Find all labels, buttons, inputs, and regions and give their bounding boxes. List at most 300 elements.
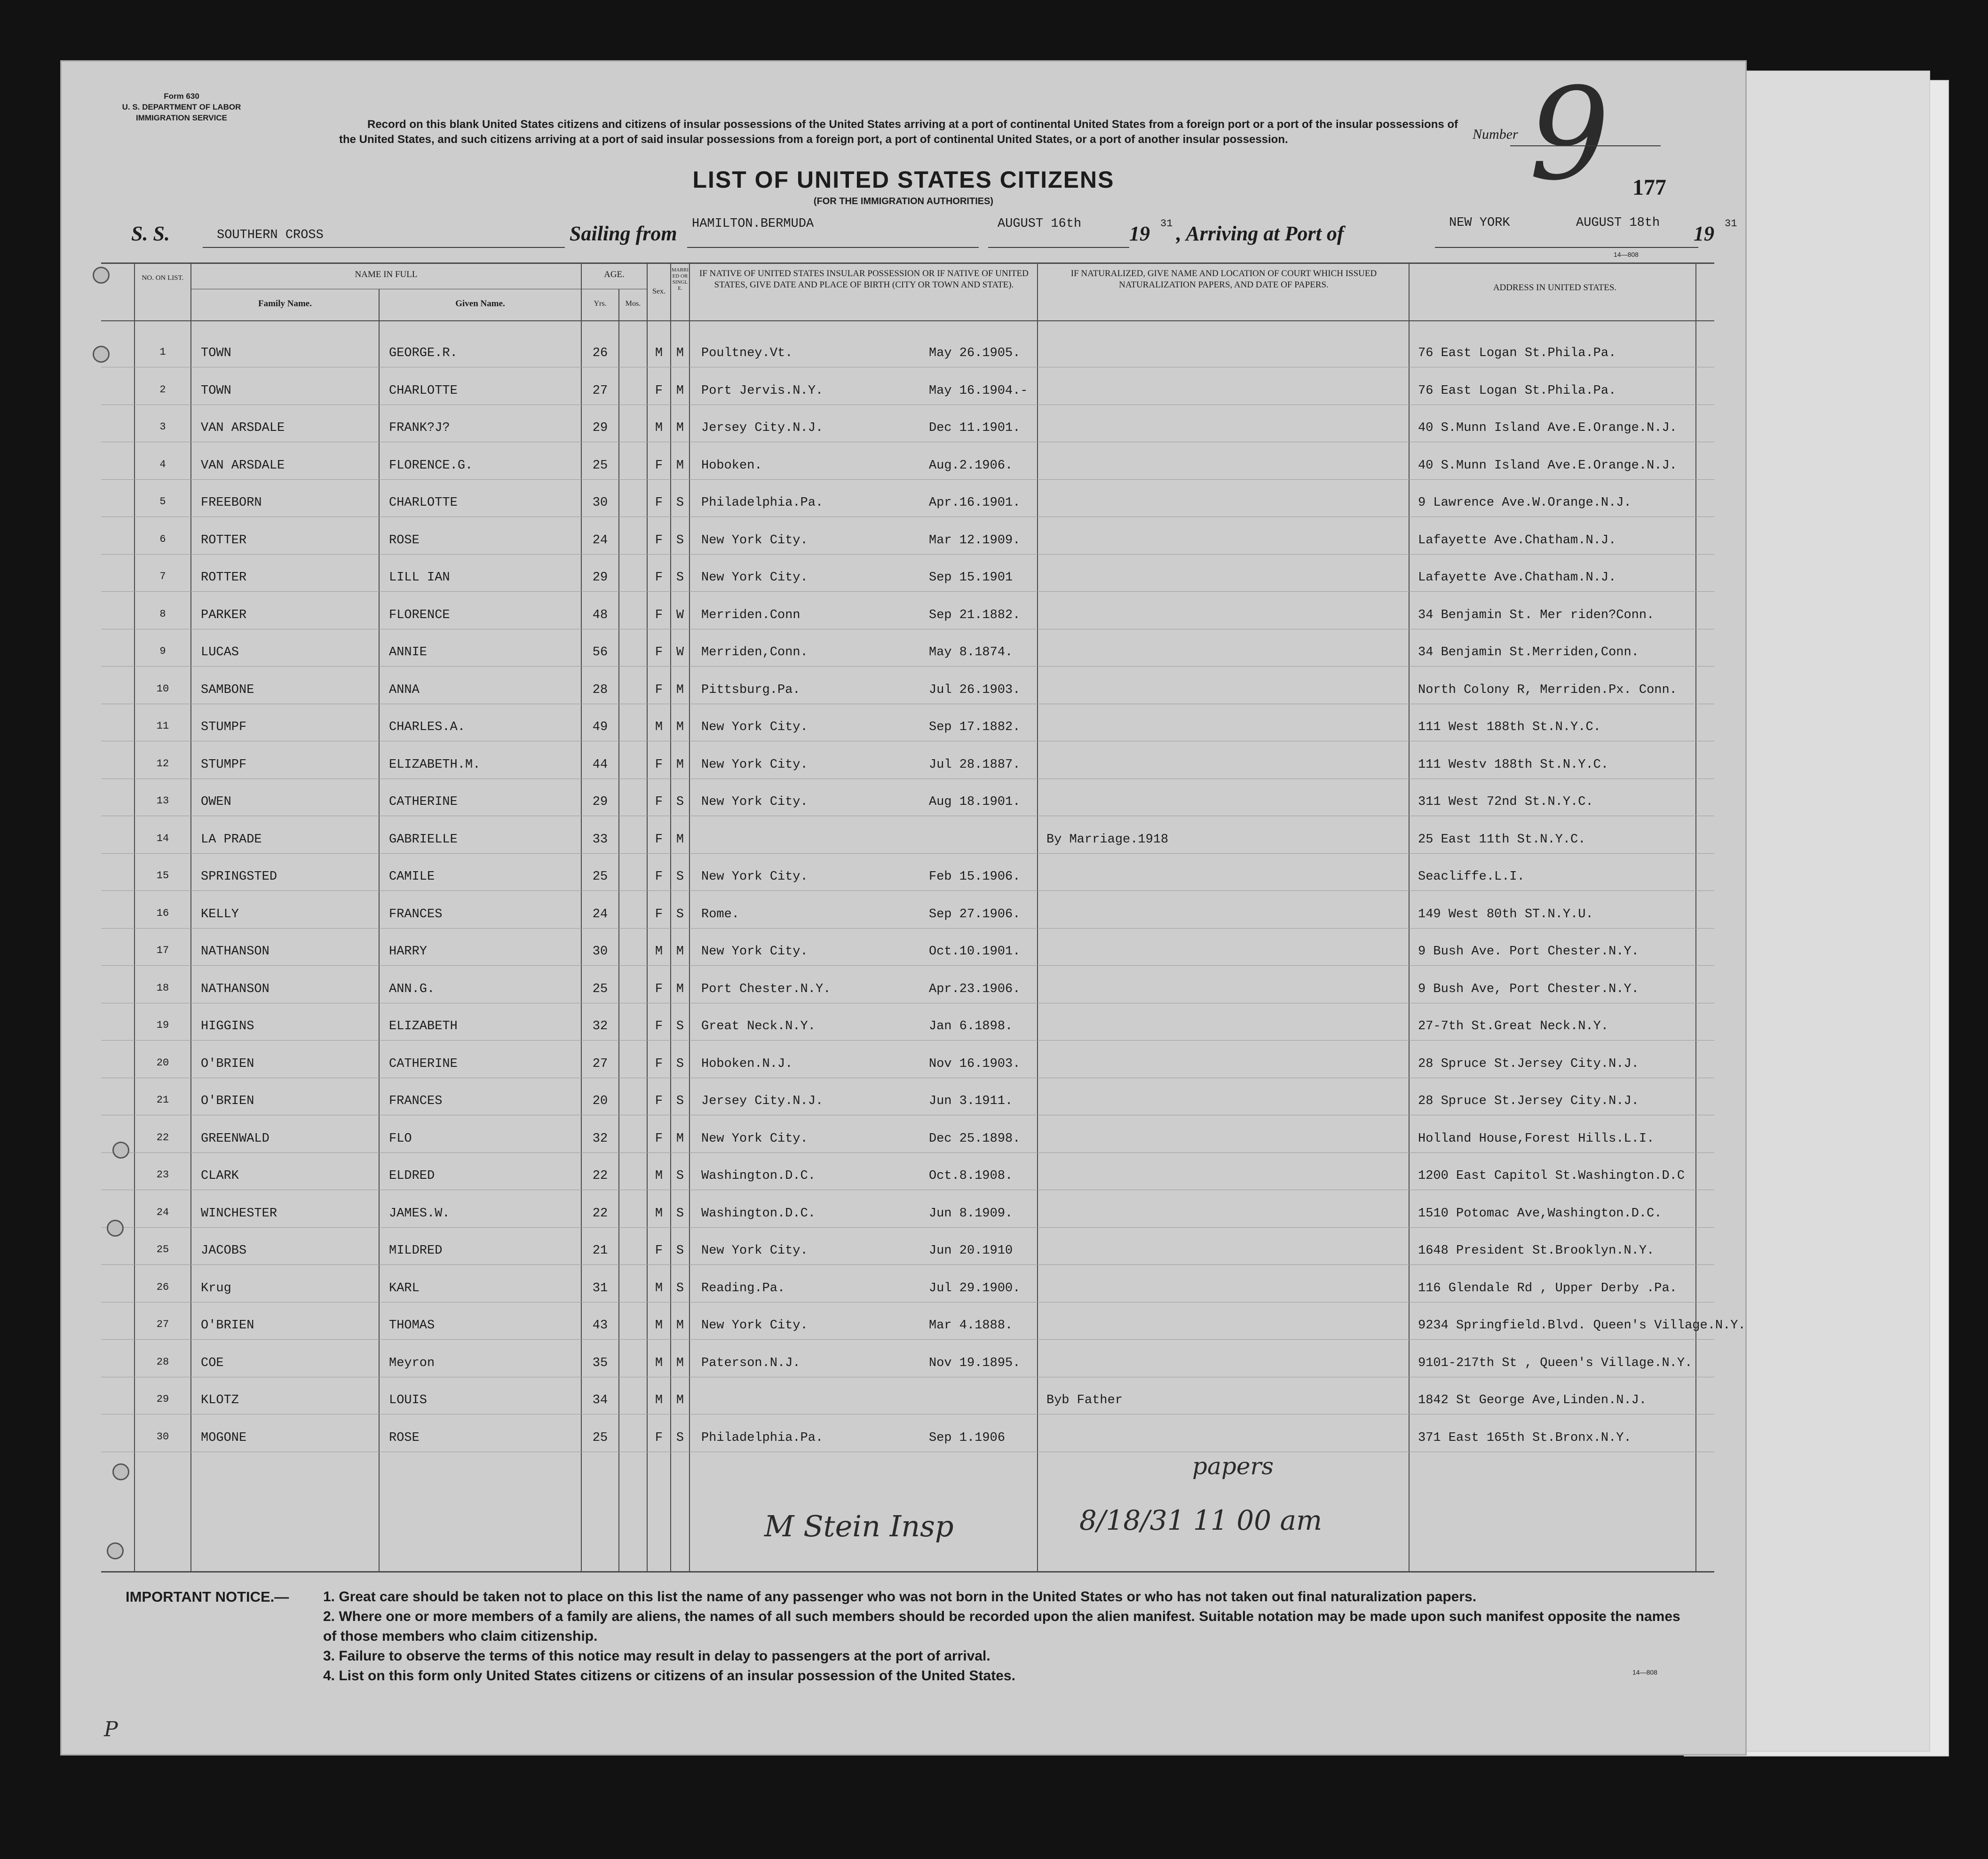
form-identification bbox=[104, 91, 259, 123]
given-name: FLO bbox=[389, 1131, 412, 1146]
marital-status: S bbox=[676, 1094, 684, 1108]
marital-status: M bbox=[676, 383, 684, 398]
column-header-birth: IF NATIVE OF UNITED STATES INSULAR POSSESSION OR IF NATIVE OF UNITED STATES, GIVE DATE AND PLACE OF BIRTH (CITY OR TOWN AND STATE). bbox=[699, 269, 1029, 290]
marital-status: M bbox=[676, 1319, 684, 1333]
form-instructions: Record on this blank United States citizens and citizens of insular possessions of the United States arriving at a port of continental United States from a foreign port or a port of the insular possessions of the United States, and such citizens arriving at a port of said insular possessions from a foreign port, a port of continental United States, or a port of another insular possession. bbox=[339, 118, 1458, 146]
row-number: 30 bbox=[156, 1430, 169, 1443]
birth-date: Sep 17.1882. bbox=[929, 720, 1021, 734]
given-name: CHARLOTTE bbox=[389, 383, 458, 398]
address: 25 East 11th St.N.Y.C. bbox=[1418, 832, 1586, 847]
age-years: 30 bbox=[592, 496, 608, 510]
sex: F bbox=[655, 645, 663, 659]
address: 1510 Potomac Ave,Washington.D.C. bbox=[1418, 1206, 1662, 1221]
column-header-name: NAME IN FULL bbox=[355, 270, 418, 279]
address: 1648 President St.Brooklyn.N.Y. bbox=[1418, 1244, 1655, 1258]
given-name: CATHERINE bbox=[389, 795, 458, 809]
row-number: 15 bbox=[156, 870, 169, 882]
row-number: 10 bbox=[156, 683, 169, 695]
birth-date: Jan 6.1898. bbox=[929, 1019, 1013, 1033]
age-years: 33 bbox=[592, 832, 608, 847]
marital-status: M bbox=[676, 1131, 684, 1146]
sex: F bbox=[655, 1244, 663, 1258]
age-years: 48 bbox=[592, 608, 608, 622]
family-name: HIGGINS bbox=[201, 1019, 254, 1033]
age-years: 22 bbox=[592, 1169, 608, 1183]
address: Seacliffe.L.I. bbox=[1418, 870, 1525, 884]
row-number: 9 bbox=[159, 645, 166, 657]
marital-status: M bbox=[676, 945, 684, 959]
family-name: STUMPF bbox=[201, 720, 247, 734]
form-number: Form 630 bbox=[164, 92, 199, 101]
birth-place: Merriden,Conn. bbox=[701, 645, 808, 659]
age-years: 25 bbox=[592, 458, 608, 473]
given-name: Meyron bbox=[389, 1356, 435, 1370]
binder-hole bbox=[112, 1142, 129, 1159]
address: 34 Benjamin St.Merriden,Conn. bbox=[1418, 645, 1639, 659]
age-years: 29 bbox=[592, 571, 608, 585]
birth-place: Reading.Pa. bbox=[701, 1281, 785, 1295]
row-rule bbox=[101, 1302, 1714, 1303]
family-name: SAMBONE bbox=[201, 683, 254, 697]
column-header-naturalized: IF NATURALIZED, GIVE NAME AND LOCATION OF COURT WHICH ISSUED NATURALIZATION PAPERS, AND DATE OF PAPERS. bbox=[1070, 269, 1377, 290]
birth-date: Feb 15.1906. bbox=[929, 870, 1021, 884]
age-years: 20 bbox=[592, 1094, 608, 1108]
row-number: 20 bbox=[156, 1057, 169, 1069]
column-header-address: ADDRESS IN UNITED STATES. bbox=[1493, 283, 1617, 293]
birth-place: Hoboken. bbox=[701, 458, 762, 473]
family-name: GREENWALD bbox=[201, 1131, 269, 1146]
page-number: 177 bbox=[1632, 175, 1666, 200]
family-name: VAN ARSDALE bbox=[201, 421, 285, 435]
sailing-label: Sailing from bbox=[570, 222, 677, 245]
arrival-port: NEW YORK bbox=[1449, 216, 1510, 230]
age-years: 27 bbox=[592, 383, 608, 398]
birth-place: New York City. bbox=[701, 720, 808, 734]
given-name: CATHERINE bbox=[389, 1057, 458, 1071]
birth-date: Sep 15.1901 bbox=[929, 571, 1013, 585]
notice-item: 3. Failure to observe the terms of this notice may result in delay to passengers at the port of arrival. bbox=[323, 1648, 990, 1664]
birth-date: Apr.16.1901. bbox=[929, 496, 1021, 510]
column-header-married: MARRIED OR SINGLE. bbox=[671, 267, 689, 291]
age-years: 32 bbox=[592, 1131, 608, 1146]
given-name: HARRY bbox=[389, 945, 428, 959]
column-header-sex: Sex. bbox=[652, 287, 665, 295]
sailing-date: AUGUST 16th bbox=[998, 217, 1082, 231]
birth-place: Port Chester.N.Y. bbox=[701, 982, 831, 996]
birth-place: Philadelphia.Pa. bbox=[701, 496, 824, 510]
row-number: 3 bbox=[159, 421, 166, 433]
sex: M bbox=[655, 346, 663, 360]
age-years: 28 bbox=[592, 683, 608, 697]
birth-date: Aug 18.1901. bbox=[929, 795, 1021, 809]
family-name: OWEN bbox=[201, 795, 231, 809]
sex: F bbox=[655, 832, 663, 847]
number-label: Number bbox=[1473, 127, 1518, 142]
address: 40 S.Munn Island Ave.E.Orange.N.J. bbox=[1418, 421, 1677, 435]
marital-status: S bbox=[676, 1244, 684, 1258]
birth-place: Merriden.Conn bbox=[701, 608, 800, 622]
ship-name: SOUTHERN CROSS bbox=[217, 228, 324, 242]
address: 116 Glendale Rd , Upper Derby .Pa. bbox=[1418, 1281, 1677, 1295]
birth-place: New York City. bbox=[701, 533, 808, 548]
birth-date: Jul 29.1900. bbox=[929, 1281, 1021, 1295]
sex: F bbox=[655, 907, 663, 922]
given-name: KARL bbox=[389, 1281, 420, 1295]
birth-place: Jersey City.N.J. bbox=[701, 1094, 824, 1108]
address: 149 West 80th ST.N.Y.U. bbox=[1418, 907, 1593, 922]
given-name: FRANCES bbox=[389, 1094, 443, 1108]
address: 9 Lawrence Ave.W.Orange.N.J. bbox=[1418, 496, 1632, 510]
birth-date: Sep 1.1906 bbox=[929, 1430, 1006, 1445]
address: 76 East Logan St.Phila.Pa. bbox=[1418, 383, 1616, 398]
birth-place: Washington.D.C. bbox=[701, 1169, 816, 1183]
age-years: 26 bbox=[592, 346, 608, 360]
row-number: 5 bbox=[159, 496, 166, 508]
given-name: FRANK?J? bbox=[389, 421, 450, 435]
birth-place: Rome. bbox=[701, 907, 740, 922]
birth-date: Jul 28.1887. bbox=[929, 757, 1021, 772]
family-name: JACOBS bbox=[201, 1244, 247, 1258]
given-name: CHARLOTTE bbox=[389, 496, 458, 510]
age-years: 43 bbox=[592, 1319, 608, 1333]
family-name: Krug bbox=[201, 1281, 231, 1295]
sex: M bbox=[655, 1281, 663, 1295]
family-name: COE bbox=[201, 1356, 224, 1370]
age-years: 32 bbox=[592, 1019, 608, 1033]
birth-place: Jersey City.N.J. bbox=[701, 421, 824, 435]
marital-status: S bbox=[676, 1281, 684, 1295]
papers-note: papers bbox=[1192, 1453, 1274, 1480]
address: 1200 East Capitol St.Washington.D.C bbox=[1418, 1169, 1685, 1183]
row-number: 13 bbox=[156, 795, 169, 807]
given-name: LILL IAN bbox=[389, 571, 450, 585]
family-name: WINCHESTER bbox=[201, 1206, 277, 1221]
address: 9 Bush Ave, Port Chester.N.Y. bbox=[1418, 982, 1639, 996]
address: 9234 Springfield.Blvd. Queen's Village.N.Y. bbox=[1418, 1319, 1746, 1333]
row-number: 23 bbox=[156, 1169, 169, 1181]
row-number: 7 bbox=[159, 571, 166, 582]
address: 40 S.Munn Island Ave.E.Orange.N.J. bbox=[1418, 458, 1677, 473]
given-name: ELDRED bbox=[389, 1169, 435, 1183]
notice-label: IMPORTANT NOTICE.— bbox=[126, 1589, 289, 1605]
age-years: 25 bbox=[592, 870, 608, 884]
birth-place: Port Jervis.N.Y. bbox=[701, 383, 824, 398]
family-name: TOWN bbox=[201, 383, 231, 398]
family-name: SPRINGSTED bbox=[201, 870, 277, 884]
given-name: GABRIELLE bbox=[389, 832, 458, 847]
marital-status: S bbox=[676, 571, 684, 585]
address: 111 West 188th St.N.Y.C. bbox=[1418, 720, 1601, 734]
passenger-table bbox=[101, 262, 1746, 1573]
row-number: 6 bbox=[159, 533, 166, 545]
birth-place: New York City. bbox=[701, 795, 808, 809]
row-number: 29 bbox=[156, 1393, 169, 1405]
birth-place: New York City. bbox=[701, 1319, 808, 1333]
marital-status: M bbox=[676, 458, 684, 473]
birth-place: Philadelphia.Pa. bbox=[701, 1430, 824, 1445]
birth-date: May 26.1905. bbox=[929, 346, 1021, 360]
birth-place: Paterson.N.J. bbox=[701, 1356, 800, 1370]
row-number: 27 bbox=[156, 1319, 169, 1330]
marital-status: S bbox=[676, 1019, 684, 1033]
row-rule bbox=[101, 1152, 1714, 1153]
sex: M bbox=[655, 1169, 663, 1183]
sailing-from: HAMILTON.BERMUDA bbox=[692, 217, 814, 231]
birth-date: Aug.2.1906. bbox=[929, 458, 1013, 473]
birth-place: New York City. bbox=[701, 945, 808, 959]
given-name: MILDRED bbox=[389, 1244, 443, 1258]
sex: F bbox=[655, 1430, 663, 1445]
age-years: 25 bbox=[592, 982, 608, 996]
marital-status: M bbox=[676, 1356, 684, 1370]
birth-date: Nov 16.1903. bbox=[929, 1057, 1021, 1071]
family-name: KLOTZ bbox=[201, 1393, 239, 1407]
address: 76 East Logan St.Phila.Pa. bbox=[1418, 346, 1616, 360]
birth-date: Dec 11.1901. bbox=[929, 421, 1021, 435]
birth-date: May 16.1904.- bbox=[929, 383, 1028, 398]
row-number: 16 bbox=[156, 907, 169, 919]
naturalization-info: Byb Father bbox=[1046, 1393, 1123, 1407]
age-years: 34 bbox=[592, 1393, 608, 1407]
arrival-year: 31 bbox=[1725, 218, 1737, 230]
birth-place: Washington.D.C. bbox=[701, 1206, 816, 1221]
marital-status: M bbox=[676, 1393, 684, 1407]
sex: M bbox=[655, 1319, 663, 1333]
sex: M bbox=[655, 720, 663, 734]
row-rule bbox=[101, 516, 1714, 517]
birth-place: Hoboken.N.J. bbox=[701, 1057, 793, 1071]
given-name: ROSE bbox=[389, 533, 420, 548]
row-number: 2 bbox=[159, 383, 166, 396]
age-years: 56 bbox=[592, 645, 608, 659]
print-code: 14—808 bbox=[1614, 251, 1639, 258]
row-rule bbox=[101, 928, 1714, 929]
family-name: NATHANSON bbox=[201, 982, 269, 996]
family-name: KELLY bbox=[201, 907, 239, 922]
row-number: 22 bbox=[156, 1131, 169, 1144]
age-years: 22 bbox=[592, 1206, 608, 1221]
marital-status: M bbox=[676, 832, 684, 847]
sex: F bbox=[655, 1094, 663, 1108]
given-name: FLORENCE.G. bbox=[389, 458, 473, 473]
column-header-no: NO. ON LIST. bbox=[142, 274, 184, 282]
row-rule bbox=[101, 591, 1714, 592]
birth-date: Sep 27.1906. bbox=[929, 907, 1021, 922]
marital-status: S bbox=[676, 1169, 684, 1183]
page-subtitle: (FOR THE IMMIGRATION AUTHORITIES) bbox=[813, 196, 994, 207]
notice-item: 4. List on this form only United States citizens or citizens of an insular possession of the United States. bbox=[323, 1668, 1015, 1684]
binder-hole bbox=[93, 267, 110, 284]
birth-date: Jun 8.1909. bbox=[929, 1206, 1013, 1221]
marital-status: S bbox=[676, 795, 684, 809]
family-name: ROTTER bbox=[201, 571, 247, 585]
sex: F bbox=[655, 795, 663, 809]
marital-status: M bbox=[676, 683, 684, 697]
address: 111 Westv 188th St.N.Y.C. bbox=[1418, 757, 1609, 772]
given-name: ANN.G. bbox=[389, 982, 435, 996]
row-number: 17 bbox=[156, 945, 169, 956]
age-years: 27 bbox=[592, 1057, 608, 1071]
family-name: PARKER bbox=[201, 608, 247, 622]
age-years: 31 bbox=[592, 1281, 608, 1295]
sex: M bbox=[655, 1393, 663, 1407]
birth-date: Nov 19.1895. bbox=[929, 1356, 1021, 1370]
given-name: ROSE bbox=[389, 1430, 420, 1445]
marital-status: M bbox=[676, 346, 684, 360]
marital-status: M bbox=[676, 421, 684, 435]
binder-hole bbox=[107, 1220, 124, 1237]
sex: M bbox=[655, 421, 663, 435]
family-name: LUCAS bbox=[201, 645, 239, 659]
sex: M bbox=[655, 1356, 663, 1370]
marital-status: W bbox=[676, 645, 684, 659]
row-rule bbox=[101, 1040, 1714, 1041]
sex: F bbox=[655, 496, 663, 510]
address: 371 East 165th St.Bronx.N.Y. bbox=[1418, 1430, 1632, 1445]
birth-place: Great Neck.N.Y. bbox=[701, 1019, 816, 1033]
family-name: VAN ARSDALE bbox=[201, 458, 285, 473]
given-name: GEORGE.R. bbox=[389, 346, 458, 360]
marital-status: M bbox=[676, 982, 684, 996]
sex: F bbox=[655, 458, 663, 473]
birth-date: Dec 25.1898. bbox=[929, 1131, 1021, 1146]
given-name: ANNIE bbox=[389, 645, 428, 659]
sex: F bbox=[655, 571, 663, 585]
arrival-date: AUGUST 18th bbox=[1576, 216, 1660, 230]
given-name: JAMES.W. bbox=[389, 1206, 450, 1221]
marital-status: M bbox=[676, 720, 684, 734]
family-name: MOGONE bbox=[201, 1430, 247, 1445]
column-header-given-name: Given Name. bbox=[455, 299, 505, 309]
age-years: 24 bbox=[592, 907, 608, 922]
age-years: 30 bbox=[592, 945, 608, 959]
birth-date: Jul 26.1903. bbox=[929, 683, 1021, 697]
birth-date: Oct.10.1901. bbox=[929, 945, 1021, 959]
address: 9101-217th St , Queen's Village.N.Y. bbox=[1418, 1356, 1693, 1370]
row-number: 21 bbox=[156, 1094, 169, 1106]
arrival-year-prefix: 19 bbox=[1694, 222, 1714, 245]
sex: F bbox=[655, 757, 663, 772]
sailing-year: 31 bbox=[1160, 218, 1173, 230]
sex: F bbox=[655, 870, 663, 884]
row-number: 26 bbox=[156, 1281, 169, 1293]
sex: M bbox=[655, 1206, 663, 1221]
naturalization-info: By Marriage.1918 bbox=[1046, 832, 1169, 847]
age-years: 29 bbox=[592, 421, 608, 435]
sex: F bbox=[655, 982, 663, 996]
given-name: FRANCES bbox=[389, 907, 443, 922]
marital-status: M bbox=[676, 757, 684, 772]
birth-date: Jun 20.1910 bbox=[929, 1244, 1013, 1258]
family-name: ROTTER bbox=[201, 533, 247, 548]
binder-hole bbox=[112, 1463, 129, 1480]
column-header-months: Mos. bbox=[625, 300, 641, 308]
row-number: 14 bbox=[156, 832, 169, 844]
birth-date: Jun 3.1911. bbox=[929, 1094, 1013, 1108]
row-number: 11 bbox=[156, 720, 169, 732]
family-name: CLARK bbox=[201, 1169, 239, 1183]
row-rule bbox=[101, 554, 1714, 555]
address: North Colony R, Merriden.Px. Conn. bbox=[1418, 683, 1677, 697]
row-number: 1 bbox=[159, 346, 166, 358]
inspection-date-stamp: 8/18/31 11 00 am bbox=[1079, 1504, 1323, 1536]
notice-item: 1. Great care should be taken not to place on this list the name of any passenger who was not born in the United States or who has not taken out final naturalization papers. bbox=[323, 1589, 1477, 1605]
row-rule bbox=[101, 1264, 1714, 1265]
row-number: 8 bbox=[159, 608, 166, 620]
row-rule bbox=[101, 479, 1714, 480]
sailing-year-prefix: 19 bbox=[1129, 222, 1150, 245]
department-name: U. S. DEPARTMENT OF LABOR bbox=[122, 103, 241, 111]
birth-place: New York City. bbox=[701, 1131, 808, 1146]
age-years: 24 bbox=[592, 533, 608, 548]
row-number: 25 bbox=[156, 1244, 169, 1255]
row-rule bbox=[101, 1227, 1714, 1228]
row-number: 19 bbox=[156, 1019, 169, 1031]
row-rule bbox=[101, 1339, 1714, 1340]
marital-status: S bbox=[676, 1057, 684, 1071]
marital-status: S bbox=[676, 1206, 684, 1221]
age-years: 35 bbox=[592, 1356, 608, 1370]
manifest-sheet bbox=[60, 60, 1747, 1756]
notice-item: 2. Where one or more members of a family are aliens, the names of all such members should be recorded upon the alien manifest. Suitable notation may be made upon such manifest opposite the names of those members who claim citizenship. bbox=[323, 1609, 1680, 1644]
address: 1842 St George Ave,Linden.N.J. bbox=[1418, 1393, 1647, 1407]
family-name: FREEBORN bbox=[201, 496, 262, 510]
sex: F bbox=[655, 1057, 663, 1071]
age-years: 21 bbox=[592, 1244, 608, 1258]
notice-code: 14—808 bbox=[1632, 1668, 1657, 1676]
marital-status: S bbox=[676, 496, 684, 510]
sex: F bbox=[655, 683, 663, 697]
age-years: 44 bbox=[592, 757, 608, 772]
row-number: 12 bbox=[156, 757, 169, 770]
inspector-signature: M Stein Insp bbox=[764, 1509, 954, 1543]
age-years: 29 bbox=[592, 795, 608, 809]
given-name: THOMAS bbox=[389, 1319, 435, 1333]
row-rule bbox=[101, 890, 1714, 891]
sex: M bbox=[655, 945, 663, 959]
address: Lafayette Ave.Chatham.N.J. bbox=[1418, 571, 1616, 585]
column-header-age: AGE. bbox=[604, 270, 625, 279]
marital-status: S bbox=[676, 533, 684, 548]
binder-hole bbox=[107, 1542, 124, 1559]
given-name: CAMILE bbox=[389, 870, 435, 884]
sex: F bbox=[655, 608, 663, 622]
birth-place: New York City. bbox=[701, 571, 808, 585]
family-name: LA PRADE bbox=[201, 832, 262, 847]
address: Lafayette Ave.Chatham.N.J. bbox=[1418, 533, 1616, 548]
family-name: O'BRIEN bbox=[201, 1057, 254, 1071]
family-name: TOWN bbox=[201, 346, 231, 360]
birth-place: New York City. bbox=[701, 1244, 808, 1258]
marital-status: S bbox=[676, 1430, 684, 1445]
service-name: IMMIGRATION SERVICE bbox=[136, 113, 227, 122]
address: 34 Benjamin St. Mer riden?Conn. bbox=[1418, 608, 1655, 622]
birth-date: Oct.8.1908. bbox=[929, 1169, 1013, 1183]
family-name: O'BRIEN bbox=[201, 1094, 254, 1108]
age-years: 49 bbox=[592, 720, 608, 734]
list-number: 9 bbox=[1529, 60, 1610, 208]
ss-label: S. S. bbox=[131, 222, 170, 245]
birth-place: New York City. bbox=[701, 870, 808, 884]
marital-status: W bbox=[676, 608, 684, 622]
column-header-years: Yrs. bbox=[594, 300, 607, 308]
birth-place: New York City. bbox=[701, 757, 808, 772]
address: Holland House,Forest Hills.L.I. bbox=[1418, 1131, 1655, 1146]
row-number: 18 bbox=[156, 982, 169, 994]
given-name: FLORENCE bbox=[389, 608, 450, 622]
corner-mark: P bbox=[104, 1717, 118, 1741]
row-number: 28 bbox=[156, 1356, 169, 1368]
